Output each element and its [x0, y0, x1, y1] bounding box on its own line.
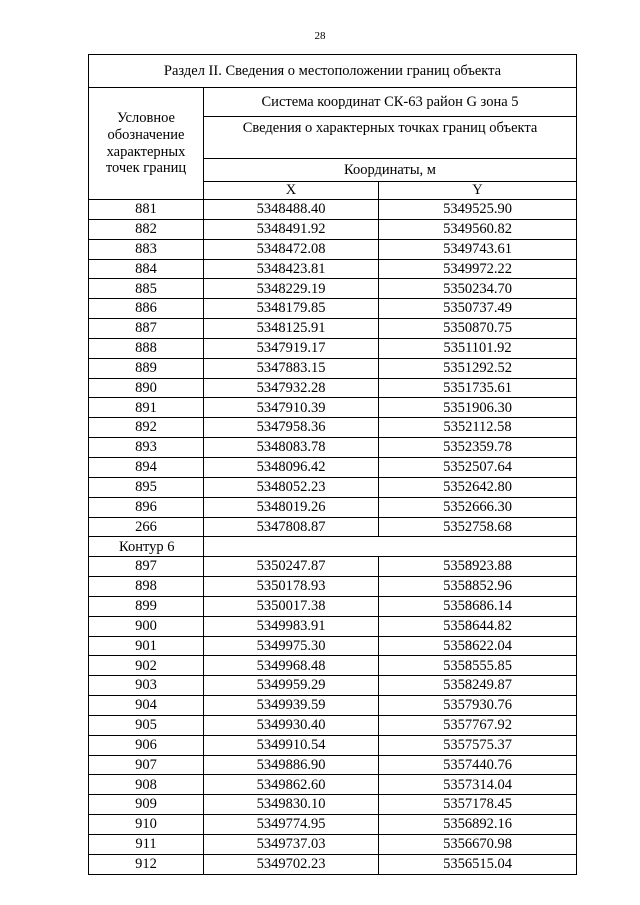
- point-number-cell: 888: [89, 338, 204, 358]
- x-coordinate-cell: 5348179.85: [204, 299, 379, 319]
- x-coordinate-cell: 5348019.26: [204, 497, 379, 517]
- y-coordinate-cell: 5349972.22: [379, 259, 577, 279]
- y-coordinate-cell: 5349560.82: [379, 219, 577, 239]
- table-row: [89, 279, 577, 299]
- x-coordinate-cell: 5348229.19: [204, 279, 379, 299]
- x-coordinate-cell: 5350247.87: [204, 557, 379, 577]
- point-number-cell: 891: [89, 398, 204, 418]
- point-number-cell: 909: [89, 795, 204, 815]
- y-coordinate-cell: 5357314.04: [379, 775, 577, 795]
- point-number-cell: 904: [89, 696, 204, 716]
- point-number-cell: 897: [89, 557, 204, 577]
- point-number-cell: 887: [89, 319, 204, 339]
- y-coordinate-cell: 5356515.04: [379, 854, 577, 874]
- y-coordinate-cell: 5357767.92: [379, 715, 577, 735]
- x-coordinate-cell: 5348488.40: [204, 200, 379, 220]
- y-coordinate-cell: 5352112.58: [379, 418, 577, 438]
- y-coordinate-cell: 5357930.76: [379, 696, 577, 716]
- table-row: [89, 200, 577, 220]
- y-coordinate-cell: 5358852.96: [379, 577, 577, 597]
- y-coordinate-cell: 5358622.04: [379, 636, 577, 656]
- x-coordinate-cell: 5349862.60: [204, 775, 379, 795]
- x-coordinate-cell: 5349975.30: [204, 636, 379, 656]
- table-row: [89, 696, 577, 716]
- table-row: [89, 259, 577, 279]
- coordinates-table: [88, 54, 577, 875]
- x-coordinate-cell: 5349930.40: [204, 715, 379, 735]
- table-row: [89, 438, 577, 458]
- y-coordinate-cell: 5350870.75: [379, 319, 577, 339]
- point-number-cell: 901: [89, 636, 204, 656]
- x-coordinate-cell: 5349983.91: [204, 616, 379, 636]
- y-coordinate-cell: 5352642.80: [379, 477, 577, 497]
- table-row: [89, 398, 577, 418]
- coordinates-header: Координаты, м: [204, 159, 577, 182]
- y-coordinate-cell: 5356670.98: [379, 835, 577, 855]
- x-coordinate-cell: 5350178.93: [204, 577, 379, 597]
- table-row: [89, 219, 577, 239]
- table-row: [89, 457, 577, 477]
- point-number-cell: 903: [89, 676, 204, 696]
- point-number-cell: 881: [89, 200, 204, 220]
- y-header: Y: [379, 182, 577, 200]
- table-row: [89, 338, 577, 358]
- x-coordinate-cell: 5348083.78: [204, 438, 379, 458]
- y-coordinate-cell: 5351292.52: [379, 358, 577, 378]
- x-coordinate-cell: 5349959.29: [204, 676, 379, 696]
- table-row: [89, 299, 577, 319]
- y-coordinate-cell: 5349743.61: [379, 239, 577, 259]
- point-number-cell: 912: [89, 854, 204, 874]
- y-coordinate-cell: 5357440.76: [379, 755, 577, 775]
- point-number-cell: 906: [89, 735, 204, 755]
- point-number-cell: 905: [89, 715, 204, 735]
- y-coordinate-cell: 5352666.30: [379, 497, 577, 517]
- table-row: [89, 616, 577, 636]
- y-coordinate-cell: 5351735.61: [379, 378, 577, 398]
- point-number-cell: 886: [89, 299, 204, 319]
- point-number-cell: 885: [89, 279, 204, 299]
- contour-label: Контур 6: [89, 537, 204, 557]
- table-row: [89, 815, 577, 835]
- point-label-header: Условное обозначение характерных точек границ: [89, 88, 204, 200]
- y-coordinate-cell: 5358644.82: [379, 616, 577, 636]
- y-coordinate-cell: 5350234.70: [379, 279, 577, 299]
- table-row: [89, 378, 577, 398]
- y-coordinate-cell: 5351906.30: [379, 398, 577, 418]
- table-row: [89, 497, 577, 517]
- table-row: [89, 358, 577, 378]
- point-number-cell: 898: [89, 577, 204, 597]
- contour-row: [89, 537, 577, 557]
- x-coordinate-cell: 5349886.90: [204, 755, 379, 775]
- point-number-cell: 893: [89, 438, 204, 458]
- point-number-cell: 910: [89, 815, 204, 835]
- section-title-row: [89, 55, 577, 88]
- point-number-cell: 895: [89, 477, 204, 497]
- y-coordinate-cell: 5352507.64: [379, 457, 577, 477]
- x-coordinate-cell: 5349939.59: [204, 696, 379, 716]
- y-coordinate-cell: 5358923.88: [379, 557, 577, 577]
- x-header: X: [204, 182, 379, 200]
- point-number-cell: 882: [89, 219, 204, 239]
- table-row: [89, 517, 577, 537]
- x-coordinate-cell: 5347932.28: [204, 378, 379, 398]
- point-number-cell: 894: [89, 457, 204, 477]
- point-number-cell: 899: [89, 596, 204, 616]
- x-coordinate-cell: 5349737.03: [204, 835, 379, 855]
- x-coordinate-cell: 5347808.87: [204, 517, 379, 537]
- x-coordinate-cell: 5347919.17: [204, 338, 379, 358]
- x-coordinate-cell: 5348472.08: [204, 239, 379, 259]
- points-info-header: Сведения о характерных точках границ объекта: [204, 117, 577, 159]
- table-row: [89, 477, 577, 497]
- x-coordinate-cell: 5350017.38: [204, 596, 379, 616]
- point-number-cell: 890: [89, 378, 204, 398]
- table-row: [89, 835, 577, 855]
- table-row: [89, 557, 577, 577]
- coordinate-system-row: [89, 88, 577, 117]
- point-number-cell: 902: [89, 656, 204, 676]
- y-coordinate-cell: 5357178.45: [379, 795, 577, 815]
- y-coordinate-cell: 5357575.37: [379, 735, 577, 755]
- point-number-cell: 900: [89, 616, 204, 636]
- point-number-cell: 889: [89, 358, 204, 378]
- table-row: [89, 636, 577, 656]
- point-number-cell: 908: [89, 775, 204, 795]
- point-number-cell: 266: [89, 517, 204, 537]
- point-number-cell: 884: [89, 259, 204, 279]
- coordinate-system-header: Система координат СК-63 район G зона 5: [204, 88, 577, 117]
- table-row: [89, 596, 577, 616]
- table-row: [89, 715, 577, 735]
- x-coordinate-cell: 5348423.81: [204, 259, 379, 279]
- table-row: [89, 795, 577, 815]
- table-row: [89, 319, 577, 339]
- y-coordinate-cell: 5351101.92: [379, 338, 577, 358]
- x-coordinate-cell: 5347883.15: [204, 358, 379, 378]
- x-coordinate-cell: 5349968.48: [204, 656, 379, 676]
- table-row: [89, 577, 577, 597]
- point-number-cell: 896: [89, 497, 204, 517]
- y-coordinate-cell: 5358686.14: [379, 596, 577, 616]
- table-row: [89, 735, 577, 755]
- y-coordinate-cell: 5350737.49: [379, 299, 577, 319]
- section-title: Раздел II. Сведения о местоположении границ объекта: [89, 55, 577, 88]
- contour-empty-cell: [204, 537, 577, 557]
- point-number-cell: 892: [89, 418, 204, 438]
- table-row: [89, 239, 577, 259]
- x-coordinate-cell: 5347910.39: [204, 398, 379, 418]
- x-coordinate-cell: 5349830.10: [204, 795, 379, 815]
- y-coordinate-cell: 5356892.16: [379, 815, 577, 835]
- x-coordinate-cell: 5348052.23: [204, 477, 379, 497]
- point-number-cell: 911: [89, 835, 204, 855]
- y-coordinate-cell: 5358249.87: [379, 676, 577, 696]
- table-row: [89, 676, 577, 696]
- x-coordinate-cell: 5348125.91: [204, 319, 379, 339]
- table-row: [89, 418, 577, 438]
- y-coordinate-cell: 5352359.78: [379, 438, 577, 458]
- y-coordinate-cell: 5352758.68: [379, 517, 577, 537]
- x-coordinate-cell: 5349702.23: [204, 854, 379, 874]
- x-coordinate-cell: 5349910.54: [204, 735, 379, 755]
- y-coordinate-cell: 5349525.90: [379, 200, 577, 220]
- table-row: [89, 775, 577, 795]
- point-number-cell: 883: [89, 239, 204, 259]
- table-row: [89, 755, 577, 775]
- table-row: [89, 854, 577, 874]
- x-coordinate-cell: 5349774.95: [204, 815, 379, 835]
- y-coordinate-cell: 5358555.85: [379, 656, 577, 676]
- x-coordinate-cell: 5348096.42: [204, 457, 379, 477]
- x-coordinate-cell: 5347958.36: [204, 418, 379, 438]
- page-number: 28: [314, 30, 326, 42]
- x-coordinate-cell: 5348491.92: [204, 219, 379, 239]
- point-number-cell: 907: [89, 755, 204, 775]
- table-body: [89, 55, 577, 875]
- table-row: [89, 656, 577, 676]
